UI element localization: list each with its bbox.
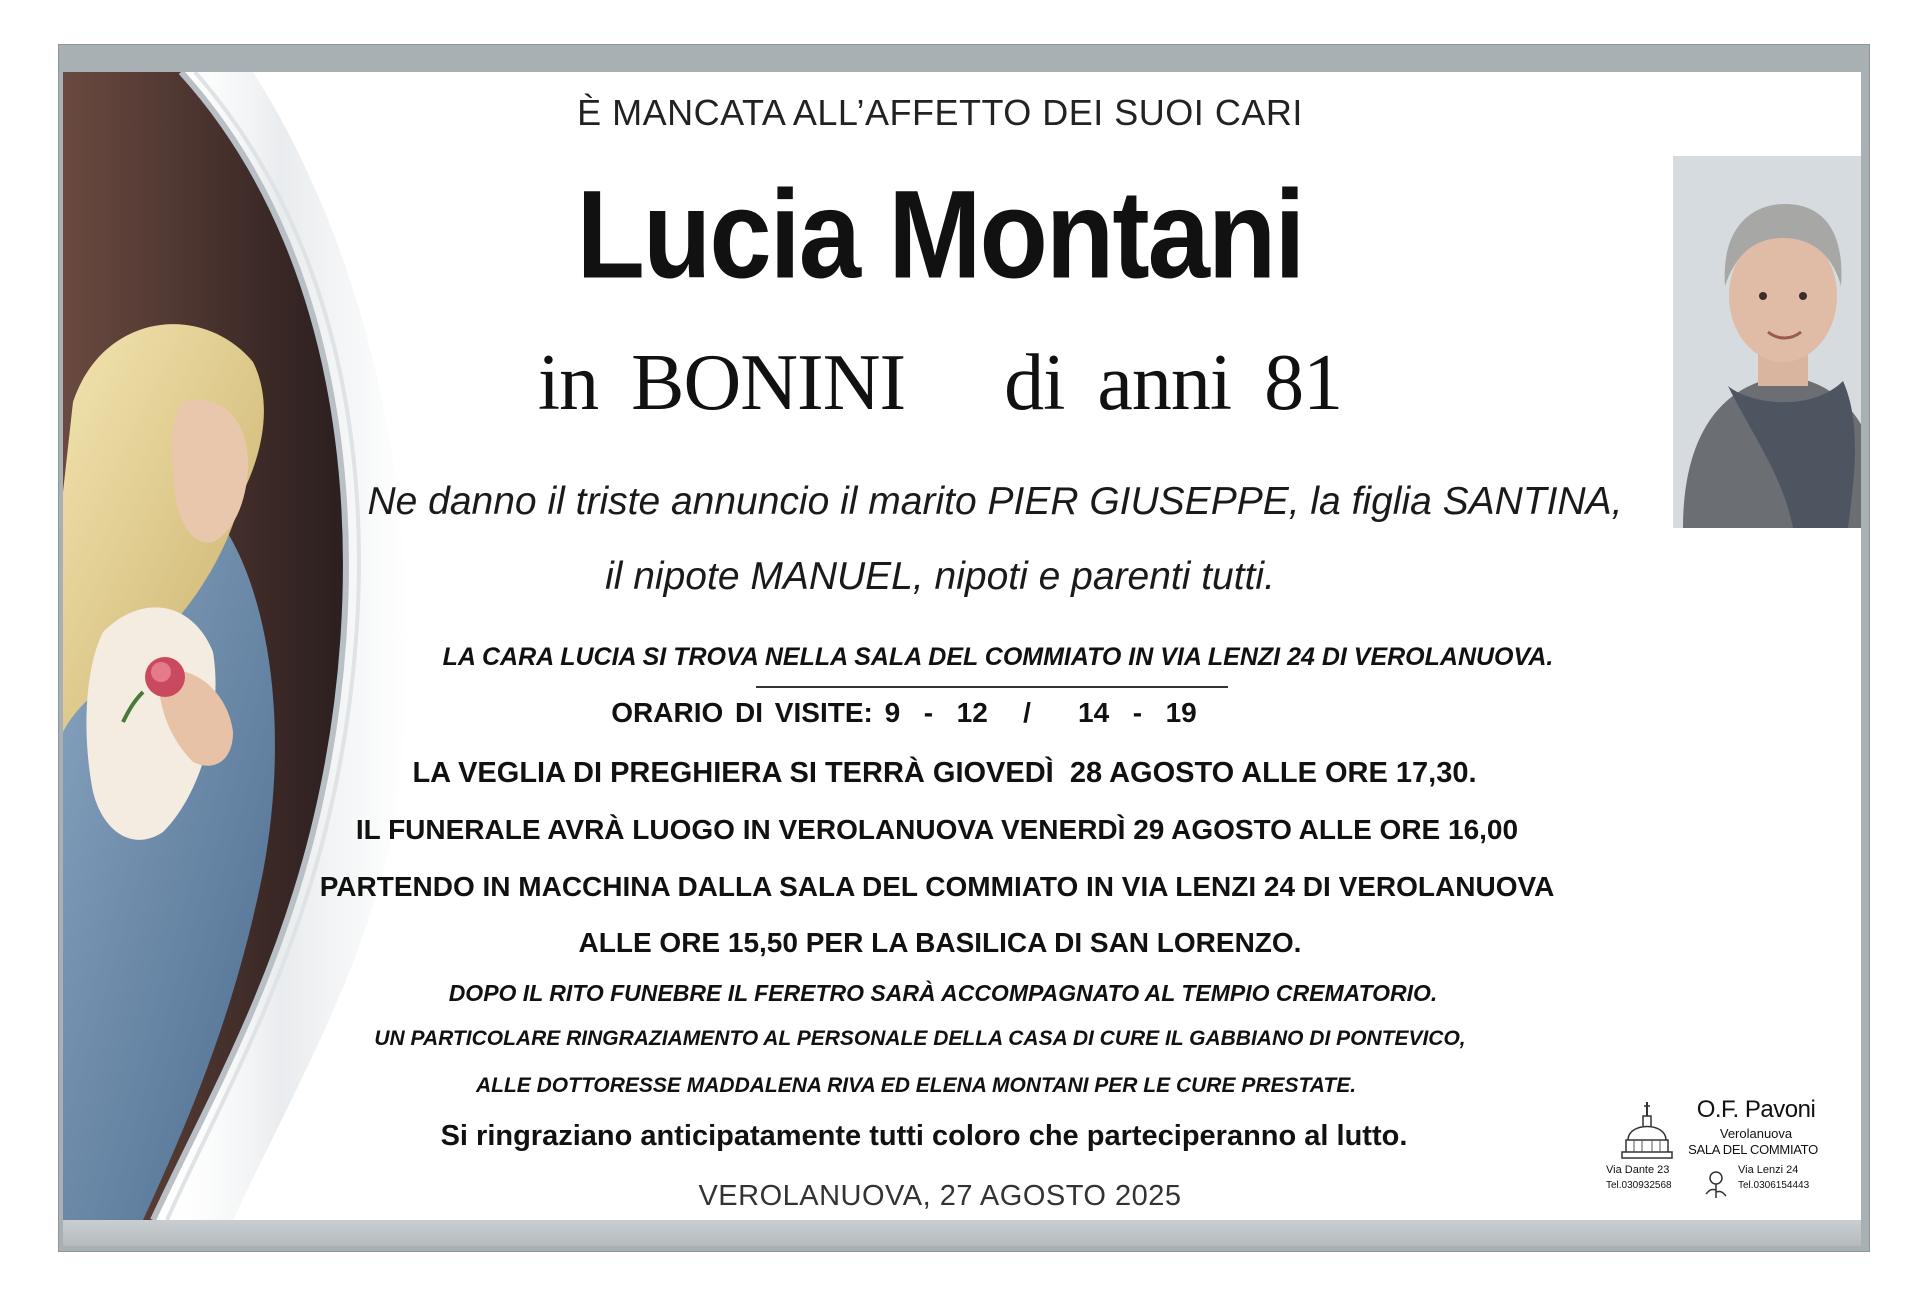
intro-text: È MANCATA ALL’AFFETTO DEI SUOI CARI <box>577 92 1303 133</box>
info-vigil: LA VEGLIA DI PREGHIERA SI TERRÀ GIOVEDÌ 28 AGOSTO ALLE ORE 17,30. <box>412 757 1477 789</box>
funeral-home-address-2: Via Lenzi 24 <box>1738 1164 1799 1176</box>
info-thanks-doctors: ALLE DOTTORESSE MADDALENA RIVA ED ELENA MONTANI PER LE CURE PRESTATE. <box>475 1074 1357 1097</box>
info-departure: PARTENDO IN MACCHINA DALLA SALA DEL COMMIATO IN VIA LENZI 24 DI VEROLANUOVA <box>319 871 1555 902</box>
announcement-line-2: il nipote MANUEL, nipoti e parenti tutti. <box>605 555 1275 598</box>
funeral-home-tel-2: Tel.0306154443 <box>1738 1180 1810 1191</box>
funeral-home-tel-1: Tel.030932568 <box>1606 1180 1672 1191</box>
place-and-date: VEROLANUOVA, 27 AGOSTO 2025 <box>698 1180 1182 1212</box>
info-location: LA CARA LUCIA SI TROVA NELLA SALA DEL COMMIATO IN VIA LENZI 24 DI VEROLANUOVA. <box>442 643 1554 671</box>
info-funeral: IL FUNERALE AVRÀ LUOGO IN VEROLANUOVA VENERDÌ 29 AGOSTO ALLE ORE 16,00 <box>355 814 1519 845</box>
info-thanks-staff: UN PARTICOLARE RINGRAZIAMENTO AL PERSONALE DELLA CASA DI CURE IL GABBIANO DI PONTEVICO, <box>374 1027 1466 1050</box>
funeral-home-name: O.F. Pavoni <box>1696 1096 1816 1123</box>
funeral-home-town: Verolanuova <box>1719 1126 1793 1141</box>
info-visiting-hours: ORARIO DI VISITE: 9 - 12 / 14 - 19 <box>611 697 1197 728</box>
funeral-home-address-1: Via Dante 23 <box>1606 1164 1670 1176</box>
closing-thanks: Si ringraziano anticipatamente tutti coloro che parteciperanno al lutto. <box>440 1120 1408 1152</box>
deceased-name: Lucia Montani <box>576 164 1304 305</box>
funeral-home-logo <box>1606 1096 1826 1206</box>
basilica-dome-icon <box>1612 1096 1682 1162</box>
funeral-home-sala: SALA DEL COMMIATO <box>1688 1142 1818 1157</box>
divider-line <box>756 686 1228 688</box>
info-crematorium: DOPO IL RITO FUNEBRE IL FERETRO SARÀ ACCOMPAGNATO AL TEMPIO CREMATORIO. <box>448 980 1438 1006</box>
frame-bottom-bar <box>63 1220 1861 1246</box>
info-basilica: ALLE ORE 15,50 PER LA BASILICA DI SAN LORENZO. <box>578 927 1302 958</box>
flower-icon <box>1700 1168 1732 1200</box>
announcement-line-1: Ne danno il triste annuncio il marito PIER GIUSEPPE, la figlia SANTINA, <box>367 480 1623 523</box>
married-name-age: in BONINI di anni 81 <box>537 339 1343 427</box>
